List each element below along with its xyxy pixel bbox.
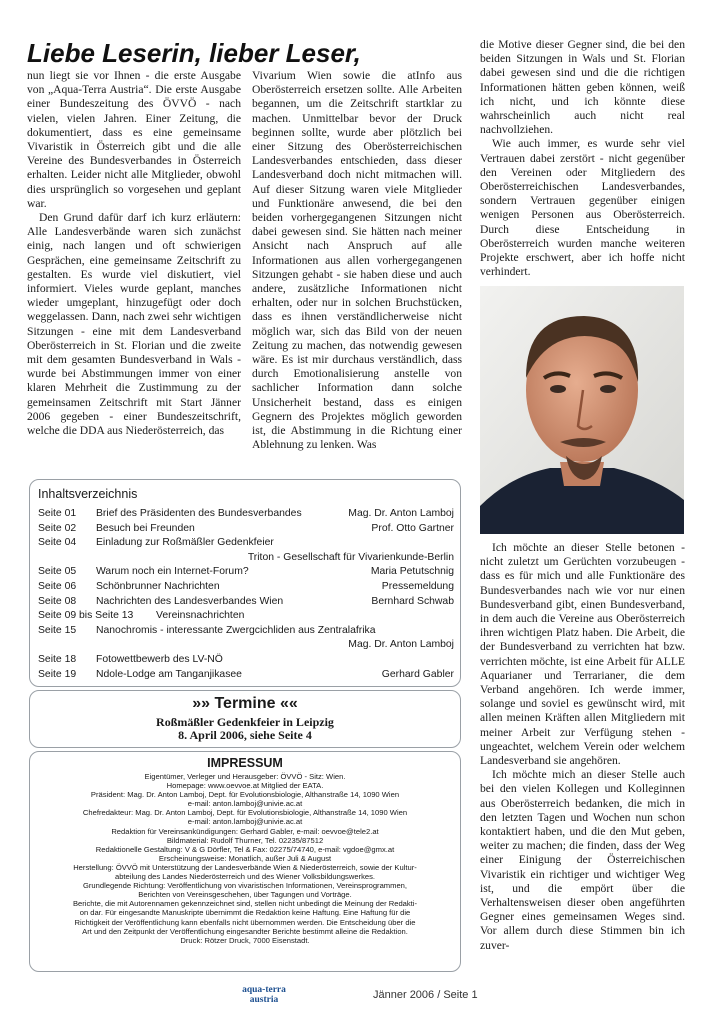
impressum-line: Herstellung: ÖVVÖ mit Unterstützung der Landesverbände Wien & Niederösterreich, sowie der Kultur-: [73, 862, 417, 872]
impressum-line: Berichte, die mit Autorennamen gekennzeichnet sind, stellen nicht unbedingt die Meinung der Redakti-: [72, 899, 418, 909]
toc-page: Seite 04: [38, 537, 77, 549]
toc-topic: Schönbrunner Nachrichten: [96, 580, 220, 592]
toc-topic: Besuch bei Freunden: [96, 522, 195, 534]
toc-topic: Warum noch ein Internet-Forum?: [96, 566, 249, 578]
toc-topic: Vereinsnachrichten: [156, 610, 245, 622]
termine-event-date: 8. April 2006, siehe Seite 4: [178, 728, 312, 742]
article-paragraph: Ich möchte an dieser Stelle betonen - nicht zuletzt um Gerüchten vorzubeugen - dass es für mich und alle Funktionäre des Bundesverbandes nach wie vor nur einen Bundesverband gibt, einen Bundesverband, in dem auch die Vereine aus Oberösterreich ihren wichtigen Platz haben. Die Arbeit, die der Bundesverband zu verrichten hat bzw. verrichten möchte, ist eine Arbeit für ALLE Aquarianer und Terrarianer, die dem Verband angehören. Ich werde immer, solange und soviel es gewünscht wird, mit allen meinen Kräften allen Mitgliedern mit meiner Arbeit zur Verfügung stehen - ungeachtet, welchem Verein oder welchem Landesverband sie angehören.: [480, 541, 685, 768]
article-paragraph: die Motive dieser Gegner sind, die bei den beiden Sitzungen in Wals und St. Florian dabei gewesen sind und die die richtigen Informationen hätten geben können, weiß ich nicht, und ich könnte diese wahrscheinlich auch nicht real nachvollziehen.: [480, 38, 685, 137]
impressum-line: Präsident: Mag. Dr. Anton Lamboj, Dept. für Evolutionsbiologie, Althanstraße 14, 1090 Wien: [90, 790, 400, 800]
toc-page: Seite 18: [38, 653, 77, 665]
portrait-image: [480, 286, 684, 534]
impressum-line: e-mail: anton.lamboj@univie.ac.at: [187, 817, 303, 827]
impressum-line: Richtigkeit der Veröffentlichung kann ebenfalls nicht übernommen werden. Die Entscheidung über die: [74, 917, 416, 927]
toc-row: [38, 536, 454, 551]
logo-line: austria: [249, 995, 279, 1005]
toc-row-continuation: Mag. Dr. Anton Lamboj: [348, 639, 454, 651]
article-column-3-bottom: [480, 541, 685, 953]
toc-author: Maria Petutschnig: [370, 566, 454, 578]
toc-row: [38, 565, 454, 580]
termine-event: [30, 716, 460, 742]
author-portrait: [480, 286, 684, 534]
toc-author: Gerhard Gabler: [381, 668, 454, 680]
toc-page: Seite 01: [38, 508, 77, 519]
toc-author: Mag. Dr. Anton Lamboj: [348, 508, 454, 519]
toc-topic: Fotowettbewerb des LV-NÖ: [96, 653, 223, 665]
article-paragraph: Den Grund dafür darf ich kurz erläutern: Alle Landesverbände waren sich zunächst einig, nach langen und oft schwierigen Gesprächen, eine gemeinsame Zeitschrift zu gestalten. Es wurde viel diskutiert, viel informiert. Vieles wurde geplant, manches wieder umgeplant, hinzugefügt oder doch weggelassen. Dann, nach zwei sehr wichtigen Sitzungen - eine mit dem Landesverband Oberösterreich in St. Florian und die zweite mit dem gesamten Bundesverband in Wals - wurde bei Abstimmungen immer von einer klaren Mehrheit die Zustimmung zu der gemeinsamen Zeitschrift mit Start Jänner 2006 gegeben - einer Bundeszeitschrift, welche die DDA aus Niederösterreich, das: [27, 211, 241, 438]
impressum-line: on dar. Für eingesandte Manuskripte übernimmt die Redaktion keine Haftung. Eine Haftung für die: [79, 908, 411, 918]
toc-topic: Brief des Präsidenten des Bundesverbandes: [96, 508, 302, 519]
toc-topic: Nachrichten des Landesverbandes Wien: [96, 595, 284, 607]
article-column-2: [252, 69, 462, 452]
impressum-line: Art und den Zeitpunkt der Veröffentlichung eingesandter Berichte bestimmt alleine die Redaktion.: [82, 926, 408, 936]
impressum-title: IMPRESSUM: [207, 756, 283, 770]
toc-page: Seite 09 bis Seite 13: [38, 610, 134, 622]
article-paragraph: Vivarium Wien sowie die atInfo aus Oberösterreich ersetzen sollte. Alle Arbeiten begannen, um die Zeitschrift startklar zu machen. Unmittelbar bevor der Druck beginnen sollte, wurde aber plötzlich bei einer Sitzung des Oberösterreichischen Landesverbandes entschieden, dass dieser Landesverband doch nicht mitmachen will. Auf dieser Sitzung waren viele Mitglieder und Funktionäre anwesend, die bei den beiden vorhergegangenen Sitzungen nicht dabei gewesen sind. Sie hätten nach meiner Ansicht nach Anspruch auf alle Informationen aus allen vorhergegangenen Sitzungen gehabt - sie haben diese und auch andere, zusätzliche Informationen nicht erhalten, oder nur in solchen Bruchstücken, dass es ihnen verständlicherweise nicht möglich war, sich das Bild von der neuen Zeitung zu machen, das notwendig gewesen wäre. Es ist mir durchaus verständlich, dass durch Emotionalisierung anstelle von sachlicher Information dann solche Unsicherheit bestand, dass es einigen Gegnern des Projektes möglich geworden ist, die Abstimmung in die Richtung einer Ablehnung zu lenken. Was: [252, 69, 462, 452]
toc-row: [38, 624, 454, 639]
toc-row: [38, 522, 454, 537]
toc-row: [38, 609, 454, 624]
impressum-line: Eigentümer, Verleger und Herausgeber: ÖVVÖ - Sitz: Wien.: [144, 772, 346, 781]
termine-title: »» Termine ««: [192, 695, 298, 712]
toc-topic: Nanochromis - interessante Zwergcichliden aus Zentralafrika: [96, 624, 376, 636]
toc-row: [38, 580, 454, 595]
toc-page: Seite 15: [38, 624, 77, 636]
impressum-line: Bildmaterial: Rudolf Thurner, Tel. 02235/87512: [166, 835, 324, 845]
article-paragraph: Wie auch immer, es wurde sehr viel Vertrauen dabei zerstört - nicht gegenüber den Vereinen oder Mitgliedern des Oberösterreichischen Landesverbandes, sondern Vertrauen gegenüber einigen wenigen Personen aus Oberösterreich. Durch diese Entscheidung in Oberösterreich wurden manche weiteren Projekte erschwert, aber ich hoffe nicht verhindert.: [480, 137, 685, 279]
page-number: Jänner 2006 / Seite 1: [373, 989, 478, 1001]
toc-page: Seite 05: [38, 566, 77, 578]
impressum-line: Redaktion für Vereinsankündigungen: Gerhard Gabler, e-mail: oevvoe@tele2.at: [111, 826, 379, 836]
impressum-line: Grundlegende Richtung: Veröffentlichung von vivaristischen Informationen, Vereinsprogrammen,: [82, 881, 408, 891]
impressum-line: Erscheinungsweise: Monatlich, außer Juli & August: [158, 853, 332, 863]
toc-author: Pressemeldung: [381, 580, 454, 592]
toc-page: Seite 08: [38, 595, 77, 607]
termine-box: [29, 690, 461, 748]
impressum-box: [29, 751, 461, 972]
aqua-terra-logo: [224, 985, 304, 1005]
toc-topic: Einladung zur Roßmäßler Gedenkfeier: [96, 537, 274, 549]
toc-row: [38, 668, 454, 683]
impressum-text: [36, 772, 454, 945]
toc-title: Inhaltsverzeichnis: [38, 487, 138, 501]
article-paragraph: nun liegt sie vor Ihnen - die erste Ausgabe von „Aqua-Terra Austria“. Die erste Ausgabe einer Bundeszeitung des ÖVVÖ - nach vielen, vielen Jahren. Einer Zeitung, die dokumentiert, dass es eine gemeinsame Vivaristik in Österreich gibt und die alle Vereine des Bundesverbandes in Österreich erhalten. Leider nicht alle Mitglieder, obwohl dies ursprünglich so vorgesehen und geplant war.: [27, 69, 241, 210]
toc-author: Prof. Otto Gartner: [371, 522, 454, 534]
article-paragraph: Ich möchte mich an dieser Stelle auch bei den vielen Kollegen und Kolleginnen aus Oberösterreich bedanken, die mich in den letzten Tagen und Wochen nun schon kontaktiert haben, und die den Mut geben, weiter zu machen; die finden, dass der Weg einer Einigung der Österreichischen Vivaristik ein richtiger und wichtiger Weg ist, und die empört über die Verhaltensweisen dieser oben angeführten Gegner eines gemeinsamen Weges sind. Vor allem durch diese Stimmen bin ich zuver-: [480, 768, 685, 952]
toc-list: [38, 507, 454, 682]
toc-page: Seite 02: [38, 522, 77, 534]
toc-row: [38, 507, 454, 522]
impressum-line: e-mail: anton.lamboj@univie.ac.at: [187, 799, 303, 809]
toc-author: Bernhard Schwab: [371, 595, 454, 607]
impressum-line: Homepage: www.oevvoe.at Mitglied der EATA.: [166, 781, 324, 791]
toc-row-continuation: Triton - Gesellschaft für Vivarienkunde-Berlin: [247, 551, 454, 563]
impressum-line: abteilung des Landes Niederösterreich und des Wiener Volksbildungswerkes.: [114, 872, 376, 882]
toc-topic: Ndole-Lodge am Tanganjikasee: [96, 668, 242, 680]
impressum-line: Berichten von Vereinsgeschehen, über Tagungen und Vorträge.: [138, 890, 352, 900]
impressum-line: Druck: Rötzer Druck, 7000 Eisenstadt.: [180, 935, 310, 945]
logo-line: aqua-terra: [242, 985, 286, 995]
impressum-line: Redaktionelle Gestaltung: V & G Dörfler, Tel & Fax: 02275/74740, e-mail: vgdoe@gmx.at: [95, 844, 395, 854]
table-of-contents: [29, 479, 461, 687]
toc-row: [38, 653, 454, 668]
termine-event-name: Roßmäßler Gedenkfeier in Leipzig: [156, 715, 334, 729]
impressum-line: Chefredakteur: Mag. Dr. Anton Lamboj, Dept. für Evolutionsbiologie, Althanstraße 14, 1090 Wien: [82, 808, 408, 818]
toc-page: Seite 19: [38, 668, 77, 680]
toc-row: [38, 595, 454, 610]
headline: Liebe Leserin, lieber Leser,: [27, 38, 361, 68]
toc-page: Seite 06: [38, 580, 77, 592]
article-column-1: [27, 69, 241, 438]
article-column-3-top: [480, 38, 685, 279]
